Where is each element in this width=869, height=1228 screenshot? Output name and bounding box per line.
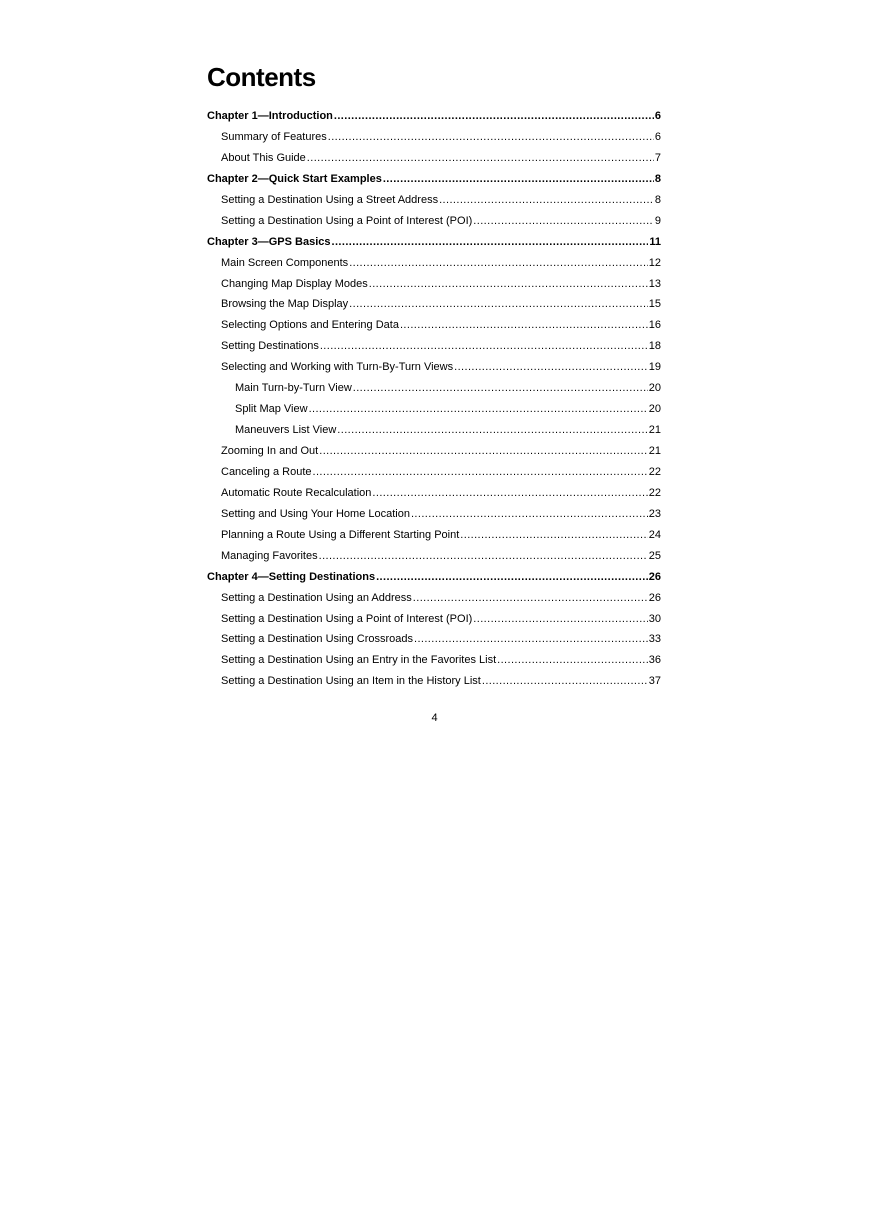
toc-section-entry[interactable] [207,609,661,630]
toc-dot-leader [439,190,654,211]
toc-entry-title: Maneuvers List View [235,424,337,437]
toc-entry-title: Chapter 2—Quick Start Examples [207,172,382,185]
toc-dot-leader [497,650,648,671]
toc-section-entry[interactable] [207,525,661,546]
toc-entry-page: 15 [648,298,661,311]
toc-section-entry[interactable] [207,336,661,357]
toc-entry-page: 8 [654,172,661,185]
toc-entry-title: Selecting Options and Entering Data [221,319,399,332]
toc-dot-leader [309,399,648,420]
toc-entry-page: 18 [648,340,661,353]
toc-section-entry[interactable] [207,462,661,483]
toc-section-entry[interactable] [207,504,661,525]
toc-subsection-entry[interactable] [207,399,661,420]
toc-entry-page: 30 [648,612,661,625]
toc-entry-page: 16 [648,319,661,332]
toc-entry-page: 22 [648,465,661,478]
toc-dot-leader [328,127,654,148]
toc-section-entry[interactable] [207,253,661,274]
toc-entry-title: Main Screen Components [221,256,349,269]
toc-section-entry[interactable] [207,629,661,650]
toc-entry-title: Chapter 3—GPS Basics [207,235,331,248]
toc-dot-leader [334,106,654,127]
toc-dot-leader [460,525,647,546]
toc-entry-page: 8 [654,193,661,206]
toc-section-entry[interactable] [207,483,661,504]
toc-dot-leader [482,671,648,692]
toc-chapter-entry[interactable] [207,232,661,253]
toc-entry-page: 36 [648,654,661,667]
toc-subsection-entry[interactable] [207,420,661,441]
toc-section-entry[interactable] [207,441,661,462]
toc-dot-leader [319,546,648,567]
toc-entry-title: Split Map View [235,403,308,416]
toc-entry-page: 6 [654,110,661,122]
toc-entry-title: Canceling a Route [221,465,312,478]
toc-dot-leader [349,294,648,315]
toc-entry-page: 20 [648,403,661,416]
toc-entry-title: Setting a Destination Using Crossroads [221,633,413,646]
toc-section-entry[interactable] [207,190,661,211]
toc-entry-title: Zooming In and Out [221,445,319,457]
toc-entry-title: Setting a Destination Using a Point of Interest (POI) [221,612,473,625]
toc-entry-title: Summary of Features [221,130,327,143]
toc-entry-title: Setting a Destination Using an Item in the History List [221,675,481,688]
toc-dot-leader [473,211,654,232]
toc-entry-title: Planning a Route Using a Different Starting Point [221,528,460,541]
toc-section-entry[interactable] [207,315,661,336]
toc-entry-title: Selecting and Working with Turn-By-Turn Views [221,361,454,374]
toc-dot-leader [376,567,648,588]
toc-entry-title: Main Turn-by-Turn View [235,382,352,395]
toc-section-entry[interactable] [207,148,661,169]
table-of-contents [207,106,661,692]
toc-subsection-entry[interactable] [207,378,661,399]
toc-entry-title: Changing Map Display Modes [221,277,368,290]
toc-entry-page: 21 [648,445,661,457]
toc-entry-title: Managing Favorites [221,549,318,562]
toc-section-entry[interactable] [207,357,661,378]
toc-section-entry[interactable] [207,127,661,148]
toc-dot-leader [307,148,654,169]
toc-entry-page: 37 [648,675,661,688]
toc-chapter-entry[interactable] [207,169,661,190]
toc-section-entry[interactable] [207,588,661,609]
toc-entry-title: About This Guide [221,151,306,164]
toc-entry-title: Chapter 4—Setting Destinations [207,570,376,583]
toc-entry-title: Setting Destinations [221,340,319,353]
toc-dot-leader [383,169,654,190]
toc-dot-leader [473,609,647,630]
toc-entry-title: Automatic Route Recalculation [221,486,372,499]
toc-entry-page: 22 [648,486,661,499]
toc-dot-leader [413,588,648,609]
toc-entry-page: 25 [648,549,661,562]
toc-dot-leader [320,336,648,357]
toc-section-entry[interactable] [207,211,661,232]
toc-entry-page: 24 [648,528,661,541]
toc-entry-page: 12 [648,256,661,269]
toc-dot-leader [414,629,648,650]
toc-chapter-entry[interactable] [207,106,661,127]
toc-dot-leader [349,253,648,274]
toc-dot-leader [372,483,647,504]
toc-dot-leader [369,274,648,295]
toc-dot-leader [454,357,648,378]
toc-entry-title: Setting a Destination Using a Street Address [221,193,439,206]
toc-chapter-entry[interactable] [207,567,661,588]
toc-entry-title: Setting a Destination Using a Point of Interest (POI) [221,214,473,227]
toc-entry-page: 13 [648,277,661,290]
toc-entry-title: Setting and Using Your Home Location [221,507,410,520]
toc-entry-page: 19 [648,361,661,374]
toc-entry-page: 20 [648,382,661,395]
toc-entry-page: 26 [648,570,661,583]
toc-entry-title: Browsing the Map Display [221,298,349,311]
toc-entry-title: Setting a Destination Using an Address [221,591,412,604]
toc-dot-leader [319,441,648,462]
toc-dot-leader [400,315,648,336]
toc-dot-leader [337,420,647,441]
toc-dot-leader [332,232,649,253]
toc-section-entry[interactable] [207,294,661,315]
toc-section-entry[interactable] [207,650,661,671]
toc-entry-page: 6 [654,130,661,143]
toc-section-entry[interactable] [207,671,661,692]
toc-entry-page: 11 [649,235,661,248]
toc-dot-leader [353,378,648,399]
toc-entry-page: 7 [654,151,661,164]
toc-entry-page: 21 [648,424,661,437]
toc-dot-leader [313,462,648,483]
toc-entry-page: 23 [648,507,661,520]
page-number: 4 [431,712,438,724]
toc-entry-page: 33 [648,633,661,646]
toc-dot-leader [411,504,648,525]
toc-entry-page: 26 [648,591,661,604]
toc-entry-title: Chapter 1—Introduction [207,110,333,122]
page-title: Contents [207,62,316,92]
toc-section-entry[interactable] [207,546,661,567]
toc-entry-page: 9 [654,214,661,227]
toc-section-entry[interactable] [207,274,661,295]
toc-entry-title: Setting a Destination Using an Entry in the Favorites List [221,654,497,667]
